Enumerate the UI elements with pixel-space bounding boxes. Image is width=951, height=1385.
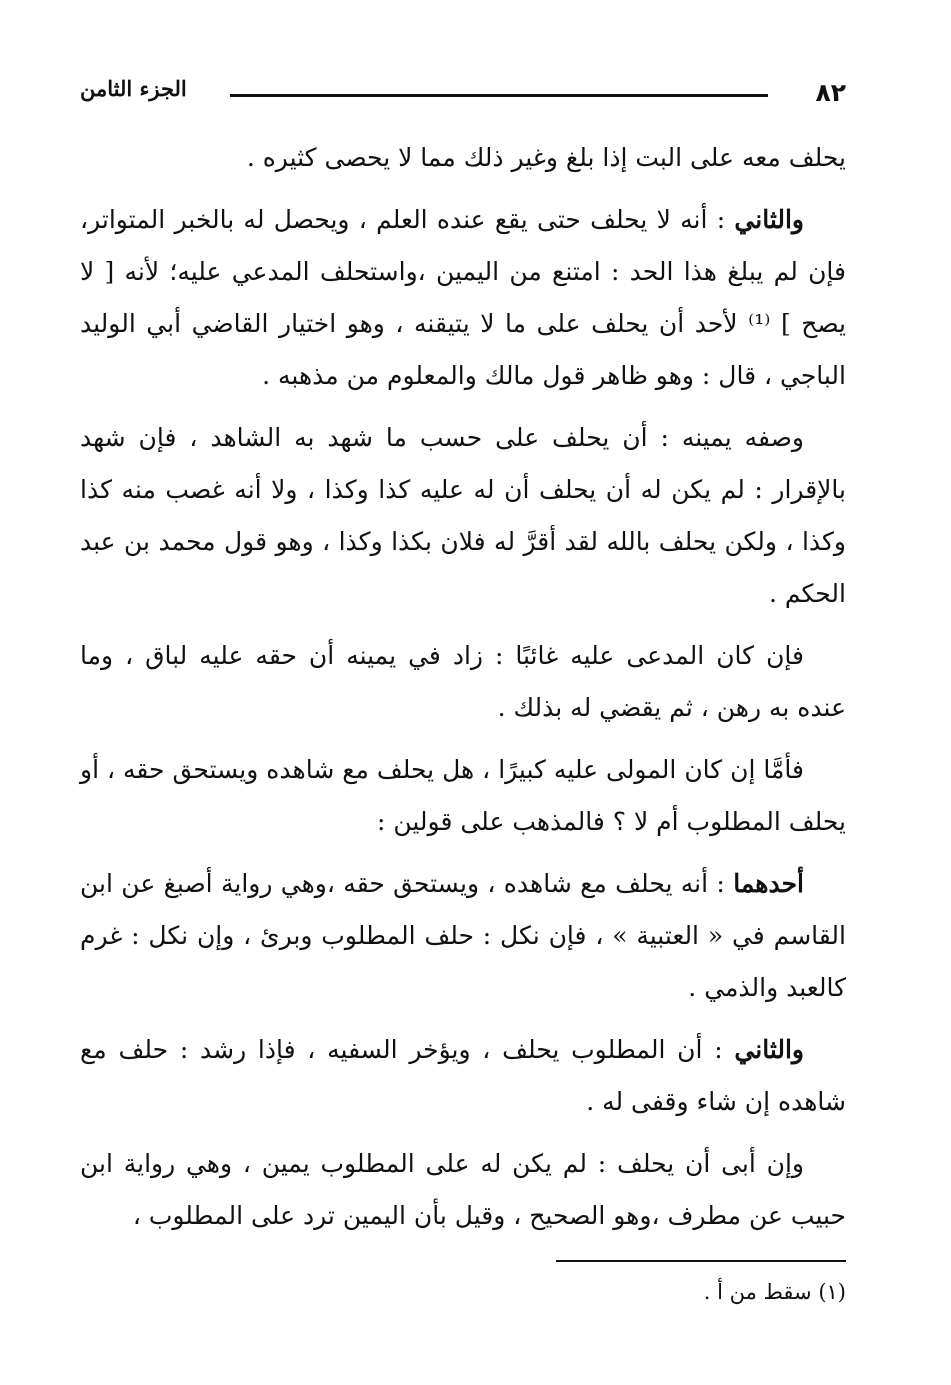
paragraph [80, 744, 846, 848]
body-text [80, 132, 846, 1252]
header-rule [230, 94, 768, 97]
paragraph-lead: والثاني [734, 1035, 804, 1064]
volume-title: الجزء الثامن [80, 76, 187, 101]
paragraph [80, 858, 846, 1014]
paragraph-text: وإن أبى أن يحلف : لم يكن له على المطلوب يمين ، وهي رواية ابن حبيب عن مطرف ،وهو الصحيح ، وقيل بأن اليمين ترد على المطلوب ، [80, 1149, 846, 1230]
paragraph-text: : أنه يحلف مع شاهده ، ويستحق حقه ،وهي رواية أصبغ عن ابن القاسم في « العتبية » ، فإن نكل : حلف المطلوب وبرئ ، وإن نكل : غرم كالعبد والذمي . [80, 869, 846, 1002]
paragraph-text: فأمَّا إن كان المولى عليه كبيرًا ، هل يحلف مع شاهده ويستحق حقه ، أو يحلف المطلوب أم لا ؟ فالمذهب على قولين : [80, 755, 846, 836]
paragraph [80, 194, 846, 402]
footnote: (١) سقط من أ . [703, 1280, 846, 1304]
paragraph [80, 132, 846, 184]
paragraph-text: فإن كان المدعى عليه غائبًا : زاد في يمينه أن حقه عليه لباق ، وما عنده به رهن ، ثم يقضي له بذلك . [80, 641, 846, 722]
paragraph [80, 630, 846, 734]
paragraph-text: : أنه لا يحلف حتى يقع عنده العلم ، ويحصل له بالخبر المتواتر، فإن لم يبلغ هذا الحد : امتنع من اليمين ،واستحلف المدعي عليه؛ لأنه [ لا يصح ] ⁽¹⁾ لأحد أن يحلف على ما لا يتيقنه ، وهو اختيار القاضي أبي الوليد الباجي ، قال : وهو ظاهر قول مالك والمعلوم من مذهبه . [80, 205, 847, 390]
paragraph-lead: أحدهما [733, 869, 804, 898]
paragraph [80, 412, 846, 620]
paragraph-text: : أن المطلوب يحلف ، ويؤخر السفيه ، فإذا رشد : حلف مع شاهده إن شاء وقفى له . [80, 1035, 846, 1116]
paragraph-lead: والثاني [734, 205, 804, 234]
paragraph [80, 1138, 846, 1242]
paragraph-text: وصفه يمينه : أن يحلف على حسب ما شهد به الشاهد ، فإن شهد بالإقرار : لم يكن له أن يحلف أن له عليه كذا وكذا ، ولا أنه غصب منه كذا وكذا ، ولكن يحلف بالله لقد أقرَّ له فلان بكذا وكذا ، وهو قول محمد بن عبد الحكم . [80, 423, 846, 608]
page-header [80, 74, 846, 114]
paragraph [80, 1024, 846, 1128]
paragraph-text: يحلف معه على البت إذا بلغ وغير ذلك مما لا يحصى كثيره . [246, 143, 846, 172]
footnote-rule [556, 1260, 846, 1262]
page-number: ٨٢ [815, 78, 846, 107]
